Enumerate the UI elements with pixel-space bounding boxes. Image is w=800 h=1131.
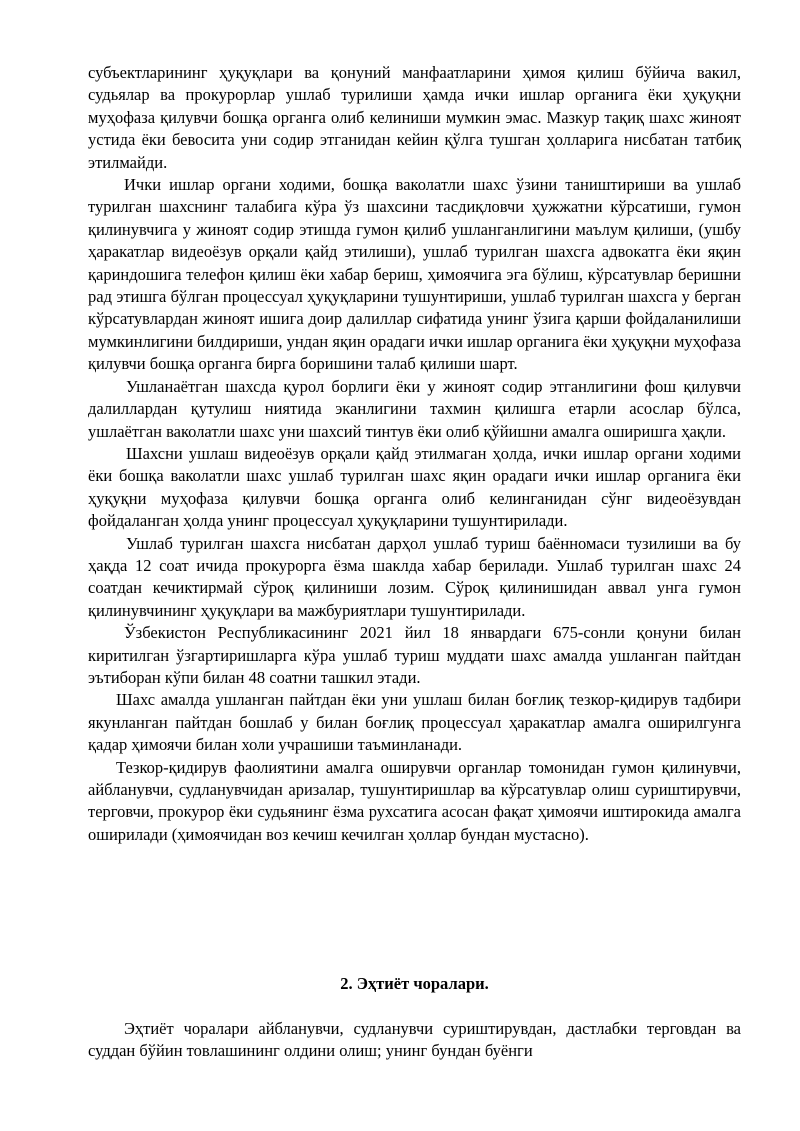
paragraph: Шахс амалда ушланган пайтдан ёки уни ушлаш билан боғлиқ тезкор-қидирув тадбири якунланган пайтдан бошлаб у билан боғлиқ процессуал ҳаракатлар амалга оширилгунга қадар ҳимоячи билан холи учрашиши таъминланади. (88, 690, 741, 755)
section-heading: 2. Эҳтиёт чоралари. (340, 974, 489, 993)
section-paragraph: Эҳтиёт чоралари айбланувчи, судланувчи суриштирувдан, дастлабки терговдан ва суддан бўйин товлашининг олдини олиш; унинг бундан буёнги (88, 1019, 741, 1061)
paragraph: субъектларининг ҳуқуқлари ва қонуний манфаатларини ҳимоя қилиш бўйича вакил, судьялар ва прокурорлар ушлаб турилиши ҳамда ички ишлар органига ёки ҳуқуқни муҳофаза қилувчи бошқа органга олиб келиниши мумкин эмас. Мазкур тақиқ шахс жиноят устида ёки бевосита уни содир этганидан кейин қўлга тушган ҳолларига нисбатан татбиқ этилмайди. (88, 63, 741, 172)
paragraph: Ўзбекистон Республикасининг 2021 йил 18 январдаги 675-сонли қонуни билан киритилган ўзгартиришларга кўра ушлаб туриш муддати шахс амалда ушланган пайтдан эътиборан кўпи билан 48 соатни ташкил этади. (88, 623, 741, 687)
paragraph: Ички ишлар органи ходими, бошқа ваколатли шахс ўзини таништириши ва ушлаб турилган шахснинг талабига кўра ўз шахсини тасдиқловчи ҳужжатни кўрсатиши, гумон қилинувчига у жиноят содир этишда гумон қилиб ушланганлигини маълум қилиши, (ушбу ҳаракатлар видеоёзув орқали қайд этилиши), ушлаб турилган шахсга адвокатга ёки яқин қариндошига телефон қилиш ёки хабар бериш, ҳимоячига эга бўлиш, кўрсатувлар беришни рад этишга бўлган процессуал ҳуқуқларини тушунтириши, ушлаб турилган шахсга у берган кўрсатувлардан жиноят ишига доир далиллар сифатида унинг ўзига қарши фойдаланилиши мумкинлигини билдириши, ундан яқин орадаги ички ишлар органига ёки ҳуқуқни муҳофаза қилувчи бошқа органга бирга боришини талаб қилиши шарт. (88, 175, 741, 374)
paragraph: Тезкор-қидирув фаолиятини амалга оширувчи органлар томонидан гумон қилинувчи, айбланувчи, судланувчидан аризалар, тушунтиришлар ва кўрсатувлар олиш суриштирувчи, терговчи, прокурор ёки судьянинг ёзма рухсатига асосан фақат ҳимоячи иштирокида амалга оширилади (ҳимоячидан воз кечиш кечилган ҳоллар бундан мустасно). (88, 757, 741, 844)
paragraph: Ушлаб турилган шахсга нисбатан дарҳол ушлаб туриш баённомаси тузилиши ва бу ҳақда 12 соат ичида прокурорга ёзма шаклда хабар берилади. Ушлаб турилган шахс 24 соатдан кечиктирмай сўроқ қилиниши лозим. Сўроқ қилинишидан аввал унга гумон қилинувчининг ҳуқуқлари ва мажбуриятлари тушунтирилади. (88, 533, 741, 620)
paragraph: Ушланаётган шахсда қурол борлиги ёки у жиноят содир этганлигини фош қилувчи далиллардан қутулиш ниятида эканлигини тахмин қилишга етарли асослар бўлса, ушлаётган ваколатли шахс уни шахсий тинтув ёки олиб қўйишни амалга оширишга ҳақли. (88, 376, 741, 441)
paragraph: Шахсни ушлаш видеоёзув орқали қайд этилмаган ҳолда, ички ишлар органи ходими ёки бошқа ваколатли шахс ушлаб турилган шахс яқин орадаги ички ишлар органига ёки ҳуқуқни муҳофаза қилувчи бошқа органга олиб келинганидан сўнг видеоёзувдан фойдаланган ҳолда унинг процессуал ҳуқуқларини тушунтирилади. (88, 443, 741, 531)
document-body (88, 62, 741, 846)
